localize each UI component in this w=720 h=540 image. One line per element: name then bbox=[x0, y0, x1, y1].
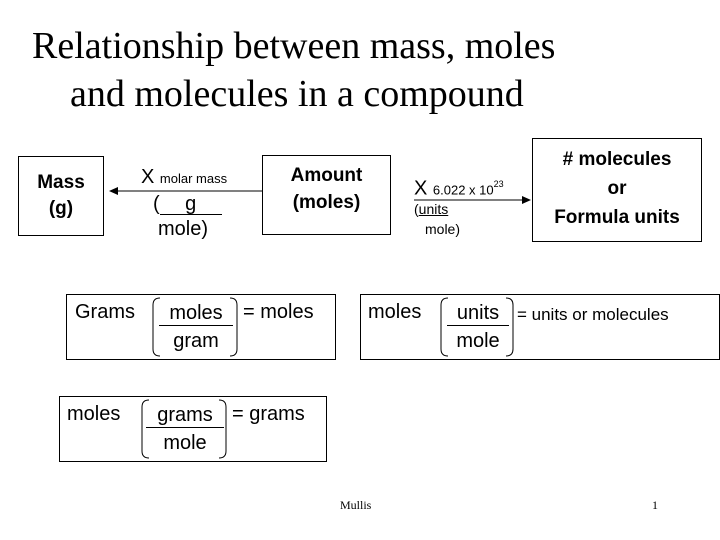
left-open-paren: ( bbox=[153, 193, 160, 215]
right-open-paren: ( bbox=[414, 201, 419, 217]
title-line-2: and molecules in a compound bbox=[70, 73, 524, 115]
molecules-box bbox=[532, 138, 702, 242]
molar-mass-label: molar mass bbox=[159, 171, 228, 186]
title-line-1: Relationship between mass, moles bbox=[32, 25, 556, 67]
formula-numerator: units bbox=[447, 301, 509, 326]
moles-to-grams-box bbox=[59, 396, 327, 462]
amount-box bbox=[262, 155, 391, 235]
grams-to-moles-box bbox=[66, 294, 336, 360]
formula-result: = units or molecules bbox=[517, 305, 669, 324]
formula-lead: moles bbox=[67, 403, 121, 425]
formula-numerator: moles bbox=[159, 301, 233, 326]
formula-denominator: mole bbox=[456, 330, 500, 352]
amount-box-label: Amount bbox=[290, 165, 363, 186]
formula-denominator: mole bbox=[163, 432, 207, 454]
molecules-box-label: # molecules bbox=[562, 149, 672, 170]
multiply-sign-left: X bbox=[141, 166, 155, 188]
formula-numerator: grams bbox=[146, 403, 224, 428]
page-number: 1 bbox=[652, 498, 658, 512]
mass-box-label: Mass bbox=[37, 172, 85, 193]
footer-author: Mullis bbox=[340, 498, 372, 512]
formula-denominator: gram bbox=[173, 330, 219, 352]
multiply-sign-right: X bbox=[414, 177, 428, 200]
avogadro-numerator: units bbox=[418, 201, 449, 217]
mass-box-unit: (g) bbox=[48, 198, 74, 219]
formula-result: = grams bbox=[232, 403, 305, 425]
formula-lead: moles bbox=[368, 301, 422, 323]
avogadro-fraction bbox=[414, 199, 494, 239]
amount-box-unit: (moles) bbox=[292, 192, 361, 213]
formula-lead: Grams bbox=[75, 301, 135, 323]
molecules-box-formula-units: Formula units bbox=[554, 207, 680, 228]
moles-to-units-box bbox=[360, 294, 720, 360]
avogadro-number: 6.022 x 10 bbox=[432, 182, 494, 198]
slide-title bbox=[32, 22, 692, 118]
avogadro-exponent: 23 bbox=[493, 179, 504, 189]
mass-box bbox=[18, 156, 104, 236]
molar-mass-factor bbox=[141, 165, 271, 241]
avogadro-denominator: mole) bbox=[425, 221, 461, 237]
formula-result: = moles bbox=[243, 301, 314, 323]
molar-mass-denominator: mole) bbox=[158, 218, 209, 240]
molar-mass-numerator: g bbox=[185, 193, 197, 215]
molecules-box-or: or bbox=[607, 178, 627, 199]
